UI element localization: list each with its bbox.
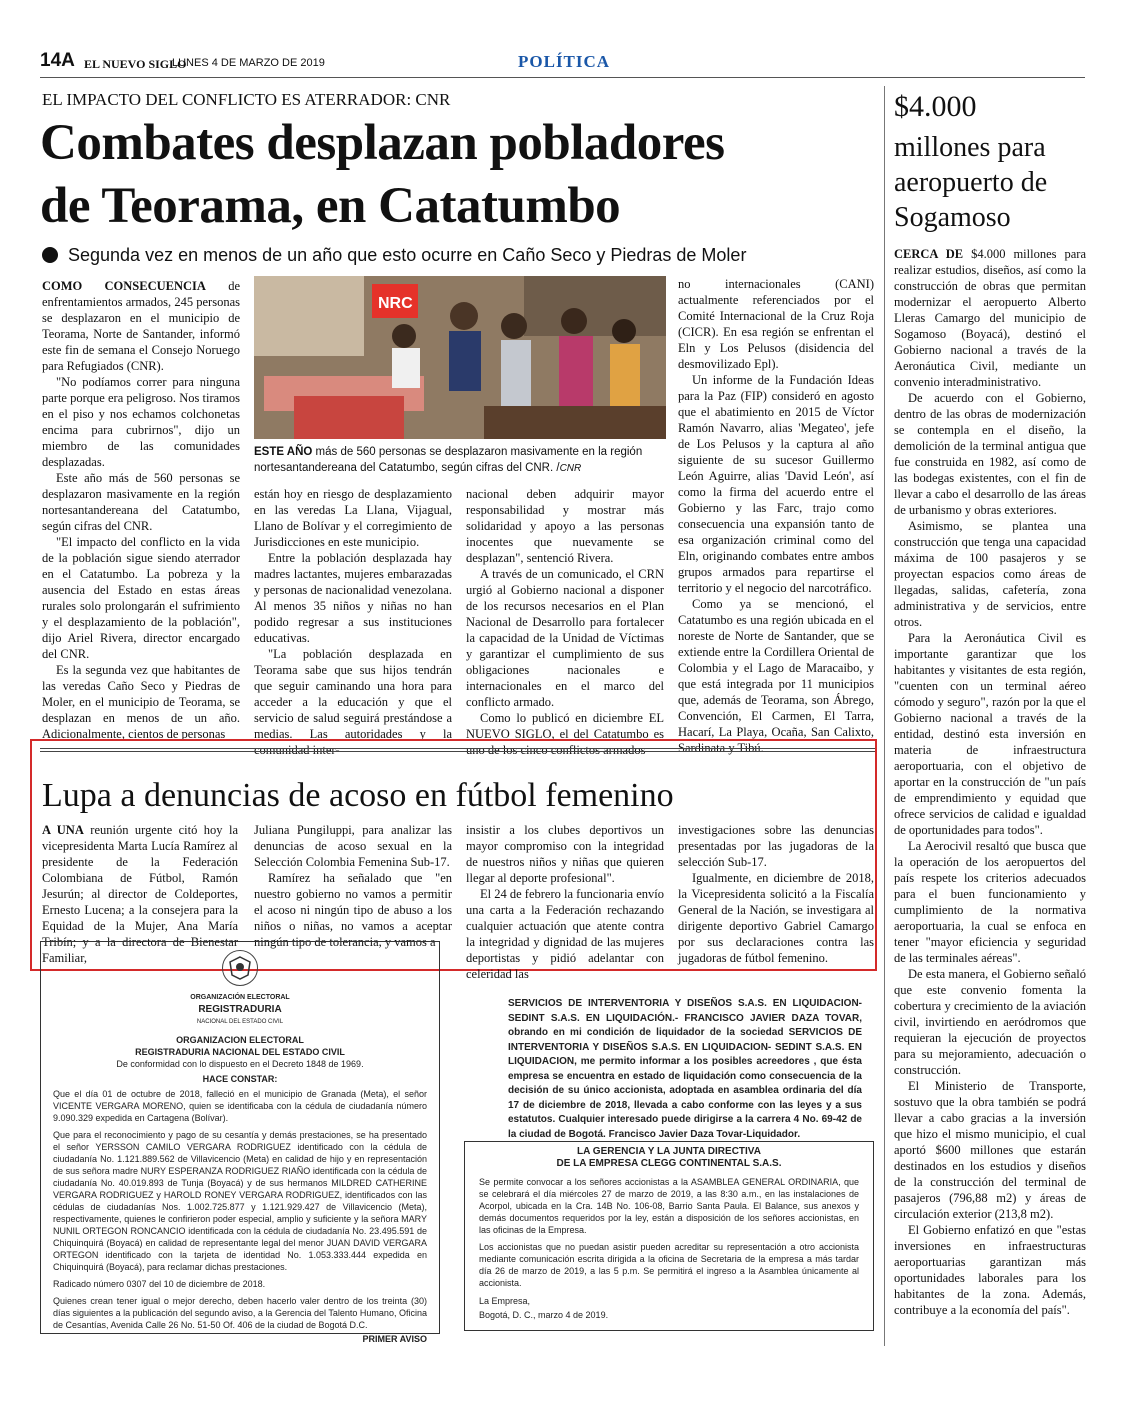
paragraph: de enfrentamientos armados, 245 personas se desplazaron en el municipio de Teorama, Norte de Santander, informó este fin de semana el Consejo Noruego para Refugiados (CNR). [42, 279, 240, 373]
notice-paragraph: Los accionistas que no puedan asistir pueden acreditar su representación a otro accionista mediante comunicación escrita dirigida a la oficina de Secretaria de la empresa a más tardar día 26 de marzo de 2019, a las 5 p.m. Se permitirá el ingreso a la Asamblea únicamente al accionista. [479, 1242, 859, 1288]
paragraph: Juliana Pungiluppi, para analizar las denuncias de acoso sexual en la Selección Colombia Femenina Sub-17. [254, 823, 452, 869]
paragraph: $4.000 millones para realizar estudios, diseños, así como la construcción de obras que permitan modernizar el aeropuerto Alberto Lleras Camargo del municipio de Sogamoso (Boyacá), destinó el Gobierno nacional a través de la Aeronáutica Civil, mediante un convenio interadministrativo. [894, 247, 1086, 389]
sidebar-headline: millones para aeropuerto de Sogamoso [894, 132, 1048, 233]
headline-line-1: Combates desplazan pobladores [40, 115, 725, 171]
sidebar-column [894, 246, 1086, 1346]
paragraph: Para la Aeronáutica Civil es importante garantizar que los habitantes y visitantes de esta región, "cuenten con un terminal aéreo cómodo y seguro", razón por la que el Gobierno nacional a través de la entidad, destinó esta inversión en materia de infraestructura aeroportuaria, con el objetivo de aportar en la construcción de "un país de emprendimiento y equidad que ofrece servicios de calidad e igualdad de oportunidades para todos". [894, 631, 1086, 837]
photo-illustration [254, 276, 666, 439]
notice-title-2: DE LA EMPRESA CLEGG CONTINENTAL S.A.S. [556, 1158, 782, 1169]
notice-paragraph: Se permite convocar a los señores accionistas a la ASAMBLEA GENERAL ORDINARIA, que se celebrará el día miércoles 27 de marzo de 2019, a las 8:30 a.m., en las instalaciones de Acorpol, ubicada en la Cra. 14B No. 106-08, Barrio Santa Paula. El Balance, sus anexos y demás documentos requeridos por la ley, están a disposición de los señores accionistas, en las oficinas de la Empresa. [479, 1177, 859, 1235]
paragraph: no internacionales (CANI) actualmente referenciados por el Comité Internacional de la Cruz Roja (CICR). En esa región se enfrentan el Eln y Los Pelusos (disidencia del desmovilizado Epl). [678, 277, 874, 371]
lead-in: CERCA DE [894, 247, 964, 261]
coat-of-arms-icon [222, 950, 258, 986]
main-column-2 [254, 486, 452, 757]
lead-in: COMO CONSECUENCIA [42, 279, 206, 293]
notice-paragraph: Que para el reconocimiento y pago de su cesantía y demás prestaciones, se ha presentado el señor YERSSON CAMILO VERGARA RODRIGUEZ identificado con la cédula de ciudadanía No. 1.121.889.562 de Villavicencio (Meta) en calidad de hijo y en representación de sus señora madre NURY ESPERANZA RODRIGUEZ RIAÑO identificada con la cédula de ciudadanía No. 40.019.893 de Tunja (Boyacá) y de sus hermanos MILDRED CATHERINE VERGARA RODRIGUEZ y HAROLD RONEY VERGARA RODRIGUEZ, identificados con las cédulas de ciudadanías Nos. 1.002.725.877 y 1.121.929.427 de Villavicencio (Meta), respectivamente, quienes le confirieron poder especial, amplio y suficiente y la señora MARY NUNIL ORTEGON RONCANCIO identificada con la cédula de ciudadanía No. 23.495.591 de Chiquinquirá (Boyacá) en calidad de representante legal del menor JUAN DAVID VERGARA ORTEGON identificado con la tarjeta de identidad No. 1.053.333.444 expedida en Chiquinquirá (Boyacá), para reclamar dichas prestaciones. [53, 1130, 427, 1272]
paragraph: De acuerdo con el Gobierno, dentro de las obras de modernización se contempla en el diseño, la demolición de la terminal antigua que fue construida en 1982, así como de las bodegas existentes, con el fin de llevar a cabo el desarrollo de las áreas de urbanismo y obras exteriores. [894, 391, 1086, 517]
main-column-1 [42, 278, 240, 741]
paragraph: Es la segunda vez que habitantes de las veredas Caño Seco y Piedras de Moler, en el municipio de Teorama, se desplazan en menos de un año. Adicionalmente, cientos de personas [42, 663, 240, 741]
paragraph: La Aerocivil resaltó que busca que la operación de los aeropuertos del país respete los criterios adecuados para el buen funcionamiento y cumplimiento de la normativa aeroportuaria, la cual se enfoca en tener "mayor eficiencia y seguridad de las terminales aéreas". [894, 839, 1086, 965]
news-photo [254, 276, 666, 439]
second-article-headline: Lupa a denuncias de acoso en fútbol femenino [42, 777, 674, 814]
lead-in: A UNA [42, 823, 84, 837]
paragraph: El 24 de febrero la funcionaria envío una carta a la Federación rechazando cualquier actuación que atente contra la integridad y dignidad de las mujeres deportistas y pidió adelantar con celeridad las [466, 887, 664, 981]
issue-date: LUNES 4 DE MARZO DE 2019 [172, 57, 325, 69]
sidebar-headline-amount: $4.000 [894, 90, 977, 123]
org-small: ORGANIZACIÓN ELECTORAL [190, 994, 290, 1001]
paragraph: El Ministerio de Transporte, sostuvo que la obra también se podrá llevar a cabo gracias a la inversión que hizo el mismo municipio, el cual aportó $600 millones que estarán destinados en los estudios y diseños de la construcción del terminal de pasajeros (796,88 m2) y áreas de circulación exterior (213,8 m2). [894, 1079, 1086, 1221]
paragraph: están hoy en riesgo de desplazamiento en las veredas La Llana, Vijagual, Llano de Bolívar y el corregimiento de Jurisdicciones en este municipio. [254, 487, 452, 549]
paragraph: "La población desplazada en Teorama sabe que sus hijos tendrán que seguir caminando una hora para acceder a la educación y que el servicio de salud seguirá prestándose a medias. Las autoridades y la comunidad inter- [254, 647, 452, 757]
org-sub: NACIONAL DEL ESTADO CIVIL [196, 1019, 284, 1025]
paragraph: El Gobierno enfatizó en que "estas inversiones en infraestructuras aeroportuarias garantizan más oportunidades laborales para los habitantes de la zona. Además, contribuye a la economía del país". [894, 1223, 1086, 1317]
article-subhead [42, 245, 746, 266]
legal-notice-sedint [464, 991, 874, 1140]
notice-signature: La Empresa, [479, 1296, 531, 1306]
notice-title-2: REGISTRADURIA NACIONAL DEL ESTADO CIVIL [135, 1047, 345, 1057]
second-column-3 [466, 822, 664, 981]
notice-title-1: LA GERENCIA Y LA JUNTA DIRECTIVA [577, 1146, 761, 1157]
paper-name: EL NUEVO SIGLO [84, 57, 187, 71]
notice-date: Bogotá, D. C., marzo 4 de 2019. [479, 1310, 609, 1320]
legal-notice-clegg [464, 1141, 874, 1331]
main-column-4 [678, 276, 874, 755]
notice-title-1: ORGANIZACION ELECTORAL [176, 1035, 304, 1045]
notice-footer: PRIMER AVISO [362, 1334, 427, 1344]
paragraph: A través de un comunicado, el CRN urgió al Gobierno nacional a disponer de los recursos necesarios en el Plan Nacional de Desarrollo para fortalecer la capacidad de la Unidad de Víctimas y garantizar el cumplimiento de sus obligaciones nacionales e internacionales en el marco del conflicto armado. [466, 567, 664, 709]
paragraph: Este año más de 560 personas se desplazaron masivamente en la región nortesantandereana del Catatumbo, según cifras del CNR. [42, 471, 240, 533]
paragraph: Como lo publicó en diciembre EL NUEVO SIGLO, el del Catatumbo es uno de los cinco conflictos armados [466, 711, 664, 757]
article-kicker: EL IMPACTO DEL CONFLICTO ES ATERRADOR: CNR [42, 90, 451, 109]
section-label: POLÍTICA [518, 52, 611, 71]
paragraph: De esta manera, el Gobierno señaló que este convenio fomenta la cobertura y crecimiento de la aviación civil, invirtiendo en aeródromos que requieran la ejecución de proyectos para su mejoramiento, adecuación o construcción. [894, 967, 1086, 1077]
paragraph: reunión urgente citó hoy la vicepresidenta Marta Lucía Ramírez al presidente de la Federación Colombiana de Fútbol, Ramón Jesurún; al director de Coldeportes, Ernesto Lucena; a la consejera para la Equidad de la Mujer, Ana María Tribín; y a la directora de Bienestar Familiar, [42, 823, 238, 965]
notice-paragraph: Radicado número 0307 del 10 de diciembre de 2018. [53, 1279, 266, 1289]
headline-line-2: de Teorama, en Catatumbo [40, 178, 621, 234]
paragraph: Ramírez ha señalado que "en nuestro gobierno no vamos a permitir el acoso ni ningún tipo de abuso a los niños o niñas, no vamos a aceptar ningún tipo de tolerancia, y vamos a [254, 871, 452, 949]
notice-text: SERVICIOS DE INTERVENTORIA Y DISEÑOS S.A.S. EN LIQUIDACION- SEDINT S.A.S. EN LIQUIDACIÓN.- FRANCISCO JAVIER DAZA TOVAR, obrando en mi condición de liquidador de la sociedad SERVICIOS DE INTERVENTORIA Y DISEÑOS S.A.S. EN LIQUIDACION- SEDINT S.A.S. EN LIQUIDACION, me permito informar a los posibles acreedores , que ésta empresa se encuentra en estado de liquidación como consecuencia de la decisión de su único accionista, adoptada en asamblea ordinaria del día 17 de diciembre de 2018, llevada a cabo conforme con las leyes y a sus estatutos. Cualquier interesado puede dirigirse a la carrera 4 No. 69-42 de la ciudad de Bogotá. Francisco Javier Daza Tovar-Liquidador. [508, 998, 862, 1140]
paragraph: Como ya se mencionó, el Catatumbo es una región ubicada en el noreste de Norte de Santander, que se extiende entre la Cordillera Oriental de Colombia y el Lago de Maracaibo, y que está integrada por 11 municipios que, además de Teorama, son Ábrego, Convención, El Carmen, El Tarra, Hacarí, La Playa, Ocaña, San Calixto, Sardinata y Tibú. [678, 597, 874, 755]
notice-decree: De conformidad con lo dispuesto en el Decreto 1848 de 1969. [116, 1059, 364, 1069]
caption-lead: ESTE AÑO [254, 446, 313, 458]
notice-hace-constar: HACE CONSTAR: [202, 1074, 278, 1084]
notice-paragraph: Quienes crean tener igual o mejor derecho, deben hacerlo valer dentro de los treinta (30) días siguientes a la publicación del segundo aviso, a la Gerencia del Talento Humano, Oficina de Cesantías, Avenida Calle 26 No. 51-50 Of. 406 de la ciudad de Bogotá D.C. [53, 1296, 427, 1330]
paragraph: nacional deben adquirir mayor responsabilidad y mostrar más solidaridad y apoyo a las personas inocentes que nuevamente se desplazan", sentenció Rivera. [466, 487, 664, 565]
second-column-4 [678, 822, 874, 965]
article-headline [40, 112, 870, 238]
legal-notice-registraduria [40, 941, 440, 1344]
second-column-2 [254, 822, 452, 949]
paragraph: insistir a los clubes deportivos un mayor compromiso con la integridad de nuestros niños y niñas que quieren llegar al deporte profesional". [466, 823, 664, 885]
caption-credit: CNR [559, 463, 582, 474]
paragraph: "El impacto del conflicto en la vida de la población sigue siendo aterrador en el Catatumbo. La pobreza y la ausencia del Estado en estas áreas rurales solo prolongarán el sufrimiento y el desplazamiento de la población", dijo Ariel Rivera, director encargado del CNR. [42, 535, 240, 661]
paragraph: Igualmente, en diciembre de 2018, la Vicepresidenta solicitó a la Fiscalía General de la Nación, se investigara al dirigente deportivo Gabriel Camargo por sus declaraciones contra las jugadoras de fútbol femenino. [678, 871, 874, 965]
paragraph: Un informe de la Fundación Ideas para la Paz (FIP) consideró en agosto que el abatimiento en 2015 de Víctor Ramón Navarro, alias 'Megateo', jefe de Los Pelusos y la captura al año siguiente de su sucesor Guillermo León Aguirre, alias 'David León', así como la firma del acuerdo entre el Gobierno y las Farc, trajo como consecuencia una expansión tanto de esa organización criminal como del Eln, originando combates entre ambos grupos armados para repartirse el territorio y el negocio del narcotráfico. [678, 373, 874, 595]
photo-sign-text: NRC [378, 295, 413, 312]
paragraph: Asimismo, se plantea una construcción que tenga una capacidad máxima de 100 pasajeros y se proyectan espacios como áreas de llegadas, salidas, cafetería, zona administrativa y de servicios, entre otros. [894, 519, 1086, 629]
bullet-icon [42, 247, 58, 263]
subhead-text: Segunda vez en menos de un año que esto ocurre en Caño Seco y Piedras de Moler [68, 245, 747, 265]
paragraph: "No podíamos correr para ninguna parte porque era peligroso. Nos tiramos en el piso y nos echamos colchonetas encima para cubrirnos", dijo un miembro de las comunidades desplazadas. [42, 375, 240, 469]
masthead [40, 48, 1085, 78]
org-name: REGISTRADURIA [198, 1004, 282, 1015]
photo-caption [254, 444, 666, 477]
column-rule [884, 86, 885, 1346]
paragraph: investigaciones sobre las denuncias presentadas por las jugadoras de la selección Sub-17. [678, 823, 874, 869]
page-number: 14A [40, 50, 75, 71]
main-column-3 [466, 486, 664, 757]
caption-text: más de 560 personas se desplazaron masivamente en la región nortesantandereana del Catatumbo, según cifras del CNR. / [254, 446, 643, 474]
notice-paragraph: Que el día 01 de octubre de 2018, falleció en el municipio de Granada (Meta), el señor VICENTE VERGARA MORENO, quien se identificaba con la cédula de ciudadanía número 9.090.329 expedida en Cartagena (Bolívar). [53, 1089, 427, 1123]
paragraph: Entre la población desplazada hay madres lactantes, mujeres embarazadas y personas de nacionalidad venezolana. Al menos 35 niños y niñas no han podido regresar a sus instituciones educativas. [254, 551, 452, 645]
second-column-1 [42, 822, 238, 965]
